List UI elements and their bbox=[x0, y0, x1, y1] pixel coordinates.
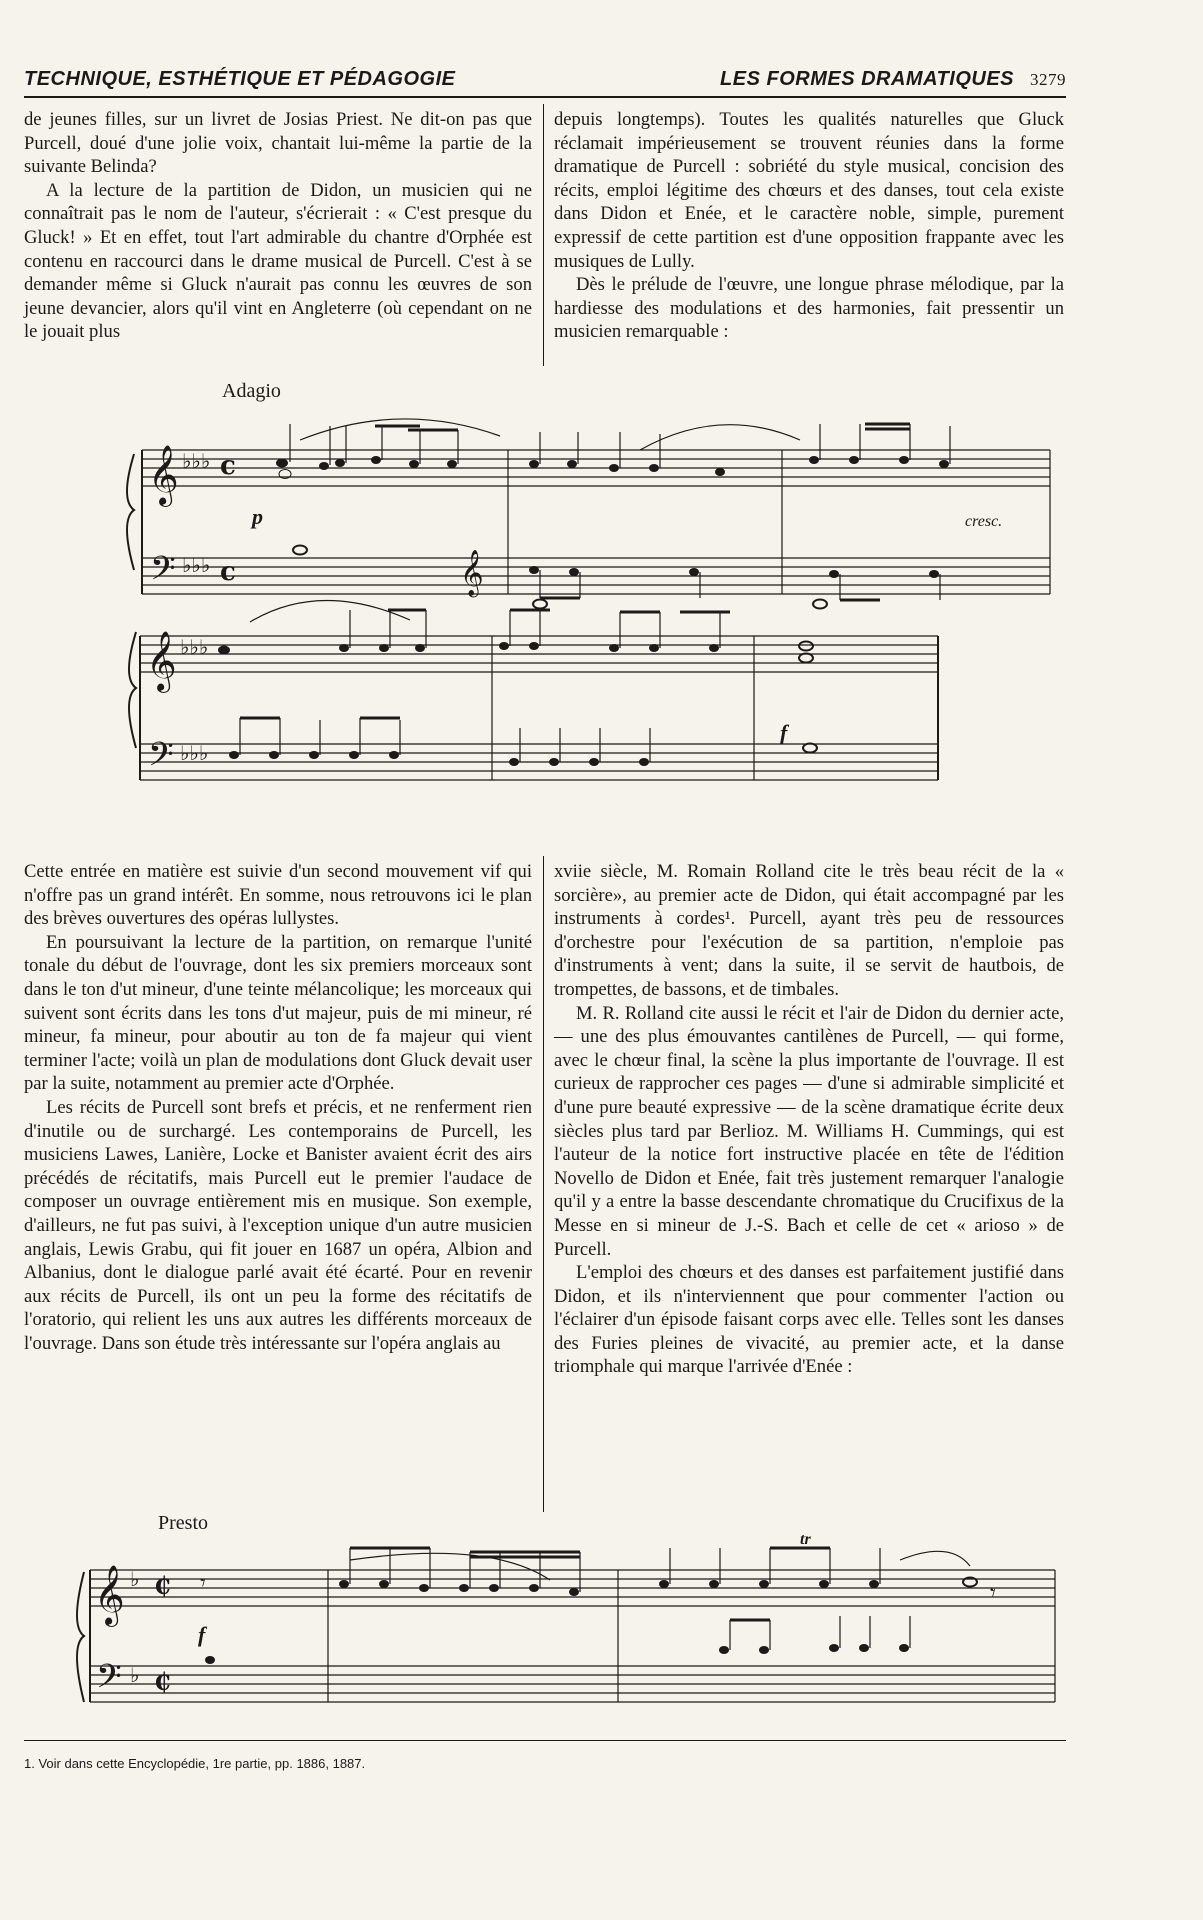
svg-text:c: c bbox=[220, 557, 236, 587]
svg-text:𝄢: 𝄢 bbox=[96, 1658, 122, 1704]
svg-text:𝄞: 𝄞 bbox=[94, 1565, 125, 1625]
column-divider bbox=[543, 104, 544, 366]
svg-text:𝄞: 𝄞 bbox=[146, 631, 177, 691]
paragraph: Les récits de Purcell sont brefs et précis, et ne renferment rien d'inutile ou de surchargé. Les contemporains de Purcell, les musiciens Lawes, Lanière, Locke et Banister avaient écrit des airs précédés de récitatifs, mais Purcell eut le premier l'audace de composer un ouvrage entièrement mis en musique. Son exemple, d'ailleurs, ne fut pas suivi, à l'exception unique d'un autre musicien anglais, Lewis Grabu, qui fit jouer en 1687 un opéra, Albion and Albanius, dont le dialogue parlé avait été écarté. Pour en revenir aux récits de Purcell, ils ont un peu la forme des récitatifs de l'oratorio, qui relient les uns aux autres les différents morceaux de l'ouvrage. Dans son étude très intéressante sur l'opéra anglais au bbox=[24, 1096, 532, 1354]
header-section-title: TECHNIQUE, ESTHÉTIQUE ET PÉDAGOGIE bbox=[24, 68, 456, 90]
paragraph: xviie siècle, M. Romain Rolland cite le très beau récit de la « sorcière», au premier acte de Didon, qui était accompagné par les instruments à cordes¹. Purcell, ayant très peu de ressources d'orchestre pour l'exécution de sa partition, n'emploie pas d'instruments à vent; dans la suite, il se servit de hautbois, de trompettes, de bassons, et de timbales. bbox=[554, 861, 1064, 1000]
trill-mark: tr bbox=[800, 1531, 811, 1548]
svg-text:𝄞: 𝄞 bbox=[460, 550, 484, 596]
music-score-prelude bbox=[120, 410, 1060, 840]
paragraph: M. R. Rolland cite aussi le récit et l'air de Didon du dernier acte, — une des plus émouvantes cantilènes de Purcell, — qui forme, avec le chœur final, la scène la plus importante de l'ouvrage. Il est curieux de rapprocher ces pages — d'une si admirable simplicité et d'une pure beauté expressive — de la scène dramatique écrite deux siècles plus tard par Berlioz. M. Williams H. Cummings, qui est l'auteur de la notice fort instructive placée en tête de l'édition Novello de Didon et Enée, fait très justement remarquer l'analogie qu'il y a entre la basse descendante chromatique du Crucifixus de la Messe en si mineur de J.-S. Bach et celle de cet « arioso » de Purcell. bbox=[554, 1002, 1064, 1260]
dynamic-cresc: cresc. bbox=[965, 513, 1003, 530]
svg-text:♭: ♭ bbox=[130, 1567, 140, 1591]
paragraph: En poursuivant la lecture de la partition, on remarque l'unité tonale du début de l'ouvrage, dont les six premiers morceaux sont dans le ton d'ut mineur, d'une teinte mélancolique; les morceaux qui suivent sont écrits dans les tons d'ut majeur, puis de mi mineur, ré mineur, fa mineur, pour aboutir au ton de fa majeur qui vient terminer l'acte; voilà un plan de modulations dont Gluck devait user par la suite, notamment au premier acte d'Orphée. bbox=[24, 931, 532, 1095]
column-divider bbox=[543, 856, 544, 1512]
column-right-top bbox=[554, 108, 1064, 344]
paragraph: de jeunes filles, sur un livret de Josias Priest. Ne dit-on pas que Purcell, doué d'une jolie voix, chantait lui-même la partie de la suivante Belinda? bbox=[24, 109, 532, 178]
paragraph: depuis longtemps). Toutes les qualités naturelles que Gluck réclamait impérieusement se trouvent réunies dans la forme dramatique de Purcell : sobriété du style musical, concision des récits, emploi légitime des chœurs et des danses, tout cela existe dans Didon et Enée, et le caractère noble, simple, purement expressif de cette partition est d'une opposition frappante avec les musiques de Lully. bbox=[554, 109, 1064, 272]
paragraph: Dès le prélude de l'œuvre, une longue phrase mélodique, par la hardiesse des modulations et des harmonies, fait pressentir un musicien remarquable : bbox=[554, 274, 1064, 343]
column-right-bottom bbox=[554, 860, 1064, 1379]
svg-text:𝄾: 𝄾 bbox=[990, 1581, 996, 1606]
svg-text:♭♭♭: ♭♭♭ bbox=[180, 741, 209, 765]
tempo-marking: Presto bbox=[158, 1512, 208, 1534]
paragraph: Cette entrée en matière est suivie d'un second mouvement vif qui n'offre pas un grand intérêt. En somme, nous retrouvons ici le plan des brèves ouvertures des opéras lullystes. bbox=[24, 861, 532, 930]
footnote: 1. Voir dans cette Encyclopédie, 1re partie, pp. 1886, 1887. bbox=[24, 1756, 366, 1771]
page-number: 3279 bbox=[1030, 70, 1066, 89]
header-chapter-title: LES FORMES DRAMATIQUES bbox=[720, 68, 1014, 90]
svg-text:♭: ♭ bbox=[130, 1663, 140, 1687]
tempo-marking: Adagio bbox=[222, 380, 281, 402]
svg-text:𝄢: 𝄢 bbox=[148, 736, 174, 782]
column-left-bottom bbox=[24, 860, 532, 1355]
running-header bbox=[24, 66, 1066, 98]
paragraph: A la lecture de la partition de Didon, un musicien qui ne connaîtrait pas le nom de l'auteur, s'écrierait : « C'est presque du Gluck! » Et en effet, tout l'art admirable du chantre d'Orphée est contenu en raccourci dans le drame musical de Purcell. C'est à se demander même si Gluck n'aurait pas connu les œuvres de son jeune devancier, alors qu'il vint en Angleterre (où cependant on ne le jouait plus bbox=[24, 179, 532, 343]
svg-text:♭♭♭: ♭♭♭ bbox=[180, 635, 209, 659]
svg-text:c: c bbox=[220, 451, 236, 481]
dynamic-f: f bbox=[780, 720, 788, 745]
svg-text:𝄾: 𝄾 bbox=[200, 1571, 206, 1596]
paragraph: L'emploi des chœurs et des danses est parfaitement justifié dans Didon, et ils n'interviennent que pour commenter l'action ou l'éclairer d'un épisode faisant corps avec elle. Telles sont les danses des Furies pleines de vivacité, au premier acte, et la danse triomphale qui marque l'arrivée d'Enée : bbox=[554, 1262, 1064, 1378]
footnote-rule bbox=[24, 1740, 1066, 1741]
svg-text:₵: ₵ bbox=[154, 1571, 171, 1600]
svg-text:𝄢: 𝄢 bbox=[150, 550, 176, 596]
svg-text:₵: ₵ bbox=[154, 1667, 171, 1696]
dynamic-f: f bbox=[198, 1622, 206, 1647]
svg-text:♭♭♭: ♭♭♭ bbox=[182, 449, 211, 473]
svg-text:♭♭♭: ♭♭♭ bbox=[182, 553, 211, 577]
dynamic-p: p bbox=[252, 504, 263, 529]
music-score-dance bbox=[70, 1530, 1060, 1730]
svg-text:𝄞: 𝄞 bbox=[148, 445, 179, 505]
column-left-top bbox=[24, 108, 532, 344]
